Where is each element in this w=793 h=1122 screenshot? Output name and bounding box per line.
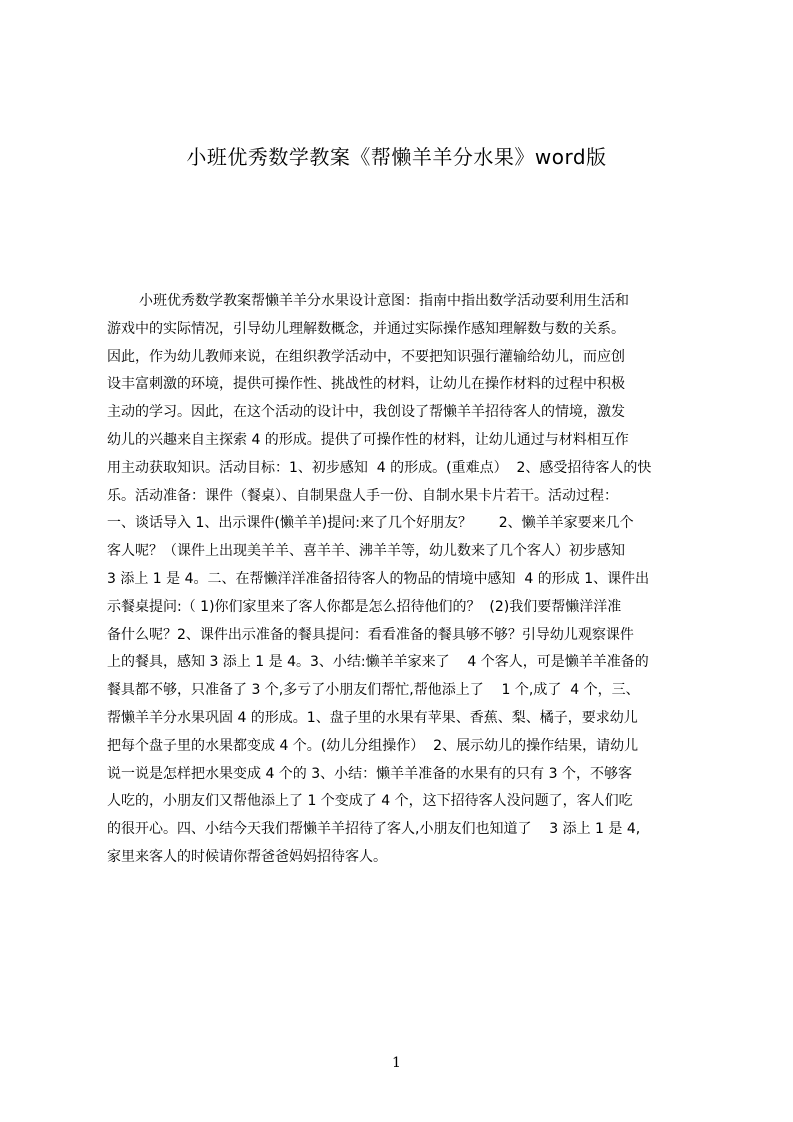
body-line: 乐。活动准备：课件（餐桌）、自制果盘人手一份、自制水果卡片若干。活动过程： [107,487,618,504]
body-line: 用主动获取知识。活动目标：1、初步感知 4 的形成。(重难点） 2、感受招待客人的快 [107,459,652,476]
body-line: 3 添上 1 是 4。二、在帮懒洋洋准备招待客人的物品的情境中感知 4 的形成 1、课件出 [107,570,650,587]
body-line: 游戏中的实际情况，引导幼儿理解数概念，并通过实际操作感知理解数与数的关系。 [107,320,625,337]
body-line: 一、谈话导入 1、出示课件(懒羊羊)提问:来了几个好朋友？ 2、懒羊羊家要来几个 [107,515,634,532]
body-line: 备什么呢？2、课件出示准备的餐具提问：看看准备的餐具够不够？引导幼儿观察课件 [107,626,634,643]
body-line: 人吃的，小朋友们又帮他添上了 1 个变成了 4 个，这下招待客人没问题了，客人们吃 [107,793,633,810]
body-line: 家里来客人的时候请你帮爸爸妈妈招待客人。 [107,848,387,865]
document-body [107,288,699,872]
body-line: 客人呢？（课件上出现美羊羊、喜羊羊、沸羊羊等，幼儿数来了几个客人）初步感知 [107,543,625,560]
body-line: 上的餐具，感知 3 添上 1 是 4。3、小结:懒羊羊家来了 4 个客人，可是懒羊羊准备的 [107,654,649,671]
document-title: 小班优秀数学教案《帮懒羊羊分水果》word版 [186,145,607,169]
body-line: 示餐桌提问:（ 1)你们家里来了客人你都是怎么招待他们的？ (2)我们要帮懒洋洋准 [107,598,622,615]
body-line: 设丰富刺激的环境，提供可操作性、挑战性的材料，让幼儿在操作材料的过程中积极 [107,376,625,393]
body-line: 小班优秀数学教案帮懒羊羊分水果设计意图：指南中指出数学活动要利用生活和 [139,293,629,309]
body-line: 因此，作为幼儿教师来说，在组织教学活动中，不要把知识强行灌输给幼儿，而应创 [107,348,625,365]
body-line: 主动的学习。因此，在这个活动的设计中，我创设了帮懒羊羊招待客人的情境，激发 [107,404,625,421]
body-line: 的很开心。四、小结今天我们帮懒羊羊招待了客人,小朋友们也知道了 3 添上 1 是 4, [107,821,641,838]
body-line: 把每个盘子里的水果都变成 4 个。(幼儿分组操作） 2、展示幼儿的操作结果，请幼儿 [107,737,639,754]
body-line: 帮懒羊羊分水果巩固 4 的形成。1、盘子里的水果有苹果、香蕉、梨、橘子，要求幼儿 [107,709,638,726]
body-line: 说一说是怎样把水果变成 4 个的 3、小结：懒羊羊准备的水果有的只有 3 个，不够客 [107,765,632,782]
body-line: 幼儿的兴趣来自主探索 4 的形成。提供了可操作性的材料，让幼儿通过与材料相互作 [107,431,629,448]
page-number: 1 [392,1055,401,1071]
body-line: 餐具都不够，只准备了 3 个,多亏了小朋友们帮忙,帮他添上了 1 个,成了 4 个，三、 [107,682,640,699]
